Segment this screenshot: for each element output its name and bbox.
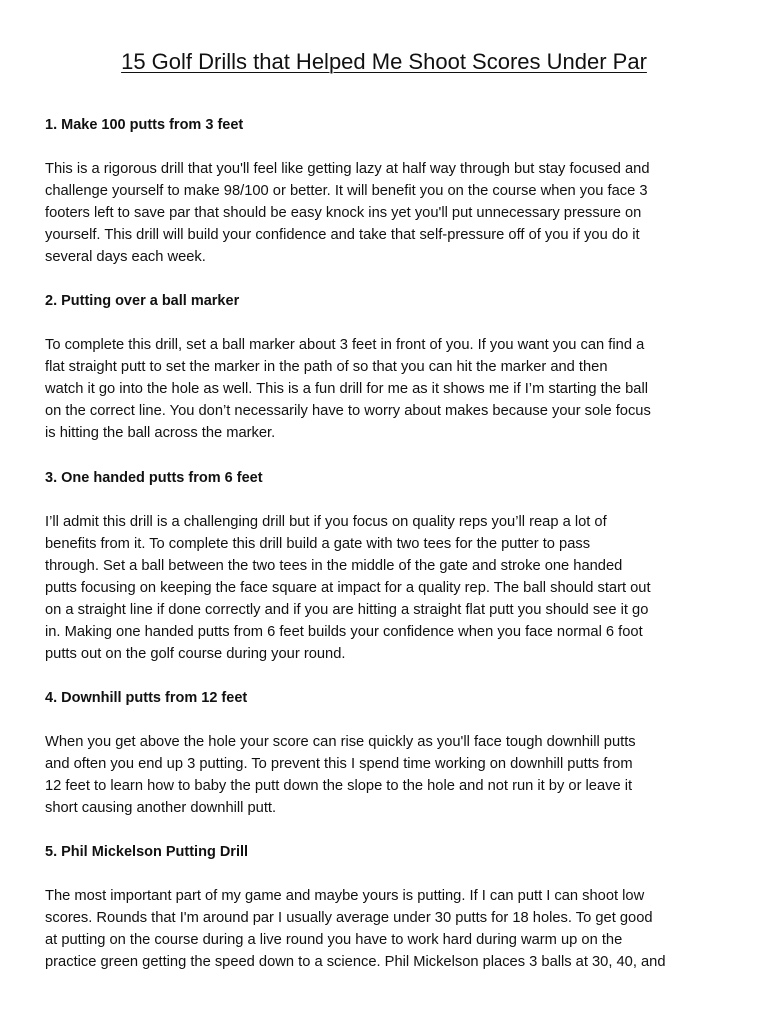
document-title-text: 15 Golf Drills that Helped Me Shoot Scores Under Par — [121, 49, 647, 74]
paragraph-line: I’ll admit this drill is a challenging drill but if you focus on quality reps you’ll reap a lot of — [45, 514, 607, 530]
paragraph-line: flat straight putt to set the marker in the path of so that you can hit the marker and then — [45, 359, 608, 375]
paragraph-line: To complete this drill, set a ball marker about 3 feet in front of you. If you want you can find a — [45, 337, 645, 353]
paragraph-line: challenge yourself to make 98/100 or better. It will benefit you on the course when you face 3 — [45, 183, 648, 199]
section-4 — [45, 687, 725, 816]
section-paragraph — [45, 511, 725, 665]
paragraph-line: at putting on the course during a live round you have to work hard during warm up on the — [45, 932, 623, 948]
paragraph-line: The most important part of my game and maybe yours is putting. If I can putt I can shoot low — [45, 888, 645, 904]
paragraph-line: on a straight line if done correctly and if you are hitting a straight flat putt you should see it go — [45, 602, 649, 618]
paragraph-line: and often you end up 3 putting. To prevent this I spend time working on downhill putts from — [45, 756, 633, 772]
section-5 — [45, 841, 725, 970]
section-heading: 2. Putting over a ball marker — [45, 293, 240, 309]
paragraph-line: When you get above the hole your score can rise quickly as you'll face tough downhill putts — [45, 734, 636, 750]
document-title — [0, 47, 768, 77]
paragraph-line: footers left to save par that should be easy knock ins yet you'll put unnecessary pressure on — [45, 205, 642, 221]
section-2 — [45, 290, 725, 441]
section-1 — [45, 114, 725, 265]
paragraph-line: scores. Rounds that I'm around par I usually average under 30 putts for 18 holes. To get good — [45, 910, 653, 926]
paragraph-line: short causing another downhill putt. — [45, 800, 277, 816]
paragraph-line: watch it go into the hole as well. This is a fun drill for me as it shows me if I’m starting the ball — [45, 381, 648, 397]
paragraph-line: practice green getting the speed down to a science. Phil Mickelson places 3 balls at 30, 40, and — [45, 954, 666, 970]
paragraph-line: through. Set a ball between the two tees in the middle of the gate and stroke one handed — [45, 558, 623, 574]
section-paragraph — [45, 731, 725, 819]
section-paragraph — [45, 158, 725, 268]
paragraph-line: yourself. This drill will build your confidence and take that self-pressure off of you if you do it — [45, 227, 640, 243]
section-3 — [45, 467, 725, 662]
paragraph-line: on the correct line. You don’t necessarily have to worry about makes because your sole focus — [45, 403, 651, 419]
paragraph-line: This is a rigorous drill that you'll feel like getting lazy at half way through but stay focused and — [45, 161, 650, 177]
section-paragraph — [45, 334, 725, 444]
paragraph-line: putts out on the golf course during your round. — [45, 646, 346, 662]
section-paragraph — [45, 885, 725, 973]
paragraph-line: in. Making one handed putts from 6 feet builds your confidence when you face normal 6 foot — [45, 624, 643, 640]
paragraph-line: several days each week. — [45, 249, 206, 265]
paragraph-line: benefits from it. To complete this drill build a gate with two tees for the putter to pass — [45, 536, 591, 552]
paragraph-line: putts focusing on keeping the face square at impact for a quality rep. The ball should start out — [45, 580, 651, 596]
section-heading: 5. Phil Mickelson Putting Drill — [45, 844, 249, 860]
section-heading: 3. One handed putts from 6 feet — [45, 470, 263, 486]
section-heading: 4. Downhill putts from 12 feet — [45, 690, 248, 706]
paragraph-line: is hitting the ball across the marker. — [45, 425, 276, 441]
paragraph-line: 12 feet to learn how to baby the putt down the slope to the hole and not run it by or leave it — [45, 778, 633, 794]
section-heading: 1. Make 100 putts from 3 feet — [45, 117, 244, 133]
